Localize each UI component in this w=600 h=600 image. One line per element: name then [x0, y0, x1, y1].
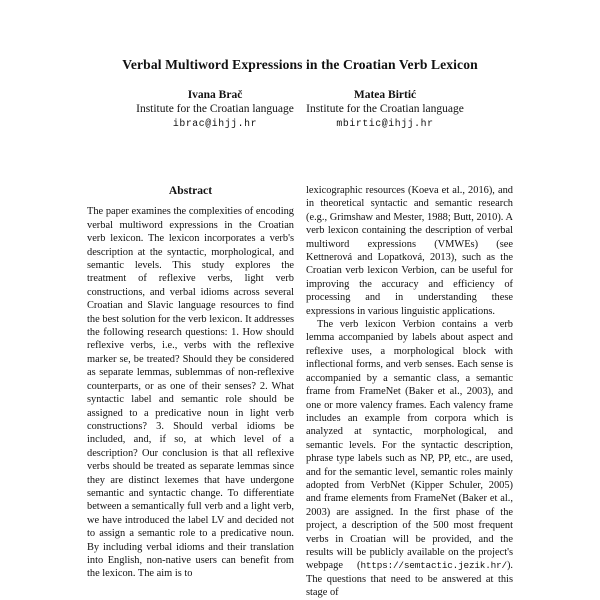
author-affiliation: Institute for the Croatian language	[306, 103, 464, 115]
author-block-2	[302, 88, 468, 131]
author-affiliation: Institute for the Croatian language	[136, 103, 294, 115]
two-column-body	[87, 184, 513, 600]
body-column	[306, 184, 513, 600]
abstract-text: The paper examines the complexities of encoding verbal multiword expressions in the Croatian verb lexicon. The lexicon incorporates a verb's description at the syntactic, morphological, and semantic levels. This study explores the treatment of reflexive verbs, light verb constructions, and verbal idioms across several Croatian and Slavic language resources to find the best solution for the verb lexicon. It addresses the following research questions: 1. How should reflexive verbs, i.e., verbs with the reflexive marker se, be treated? Should they be considered as separate lemmas, sublemmas of non-reflexive counterparts, or as one of their senses? 2. What syntactic label and semantic role should be assigned to a predicative noun in light verb constructions? 3. Should verbal idioms be included, and, if so, at which level of a description? Our conclusion is that all reflexive verbs should be treated as separate lemmas since they are distinct lexemes that have undergone semantic and syntactic change. To differentiate between a semantically full verb and a light verb, we have introduced the label LV and decided not to assign a semantic role to a predicative noun. By including verbal idioms and their translation into English, non-native users can benefit from the lexicon. The aim is to	[87, 206, 294, 580]
body-paragraph-2-continuation: ). The questions that need to be answered at this stage of	[306, 560, 513, 599]
paper-title: Verbal Multiword Expressions in the Croatian Verb Lexicon	[122, 57, 478, 72]
author-email: mbirtic@ihjj.hr	[336, 118, 434, 129]
project-url[interactable]: https://semtactic.jezik.hr/	[360, 560, 507, 572]
body-paragraph-2-text: The verb lexicon Verbion contains a verb lemma accompanied by labels about aspect and reflexive uses, a morphological block with inflectional forms, and verb senses. Each sense is accompanied by a semantic class, a semantic frame from FrameNet (Baker et al., 2003), and one or more valency frames. Each valency frame includes an example from corpora which is analyzed at syntactic, morphological, and semantic levels. For the syntactic description, phrase type labels such as NP, PP, etc., are used, and for the semantic level, semantic roles mainly adopted from VerbNet (Kipper Schuler, 2005) and frame elements from FrameNet (Baker et al., 2003) are assigned. In the first phase of the project, a description of the 500 most frequent verbs in Croatian will be provided, and the results will be publicly available on the project's webpage (	[306, 319, 513, 572]
author-block-1	[132, 88, 298, 131]
author-name: Matea Birtić	[353, 89, 417, 101]
author-email: ibrac@ihjj.hr	[172, 118, 258, 129]
body-paragraph-2	[306, 318, 513, 600]
author-name: Ivana Brač	[187, 89, 243, 101]
body-paragraph-1: lexicographic resources (Koeva et al., 2016), and in theoretical syntactic and semantic research (e.g., Grimshaw and Mester, 1988; Butt, 2010). A verb lexicon containing the description of verbal multiword expressions (VMWEs) (see Kettnerová and Lopatková, 2013), such as the Croatian verb lexicon Verbion, can be useful for improving the accuracy and efficiency of processing and in understanding these expressions in various linguistic applications.	[306, 185, 513, 317]
authors-row	[0, 88, 600, 131]
abstract-column	[87, 184, 294, 600]
abstract-heading: Abstract	[168, 184, 213, 197]
